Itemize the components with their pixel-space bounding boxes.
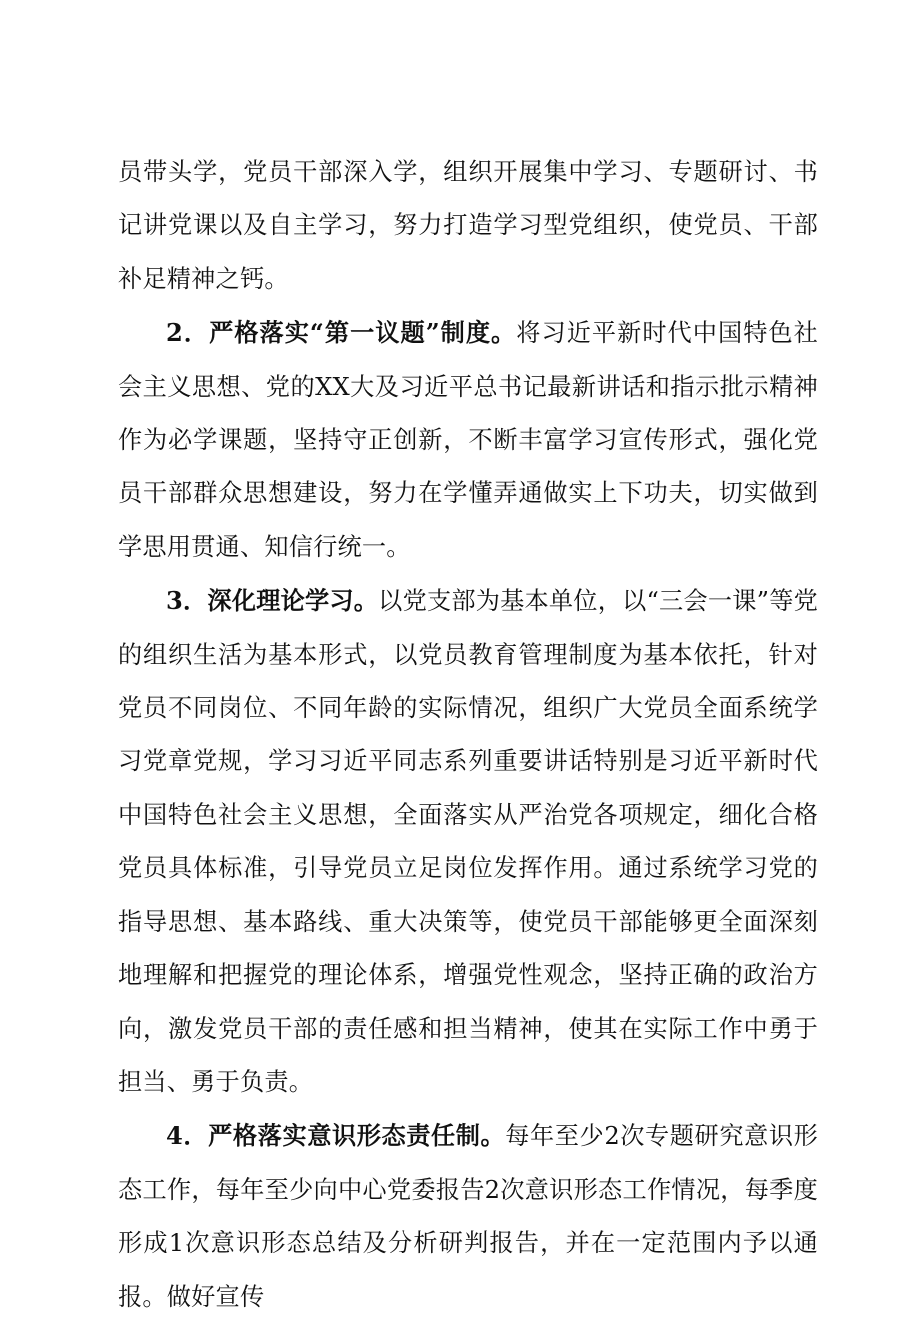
paragraph-3-heading: 3．深化理论学习。 [166,586,379,616]
paragraph-4-heading: 4．严格落实意识形态责任制。 [166,1121,506,1151]
paragraph-ideology-responsibility [118,1109,818,1324]
paragraph-2-body: 将习近平新时代中国特色社会主义思想、党的XX大及习近平总书记最新讲话和指示批示精神作为必学课题，坚持守正创新，不断丰富学习宣传形式，强化党员干部群众思想建设，努力在学懂弄通做实上下功夫，切实做到学思用贯通、知信行统一。 [118,319,819,561]
paragraph-theory-study [118,574,818,1109]
paragraph-continuation [118,146,818,306]
paragraph-3-body: 以党支部为基本单位，以“三会一课”等党的组织生活为基本形式，以党员教育管理制度为基本依托，针对党员不同岗位、不同年龄的实际情况，组织广大党员全面系统学习党章党规，学习习近平同志系列重要讲话特别是习近平新时代中国特色社会主义思想，全面落实从严治党各项规定，细化合格党员具体标准，引导党员立足岗位发挥作用。通过系统学习党的指导思想、基本路线、重大决策等，使党员干部能够更全面深刻地理解和把握党的理论体系，增强党性观念，坚持正确的政治方向，激发党员干部的责任感和担当精神，使其在实际工作中勇于担当、勇于负责。 [118,587,818,1096]
document-body [118,146,818,1324]
paragraph-1-body: 员带头学，党员干部深入学，组织开展集中学习、专题研讨、书记讲党课以及自主学习，努力打造学习型党组织，使党员、干部补足精神之钙。 [118,158,818,293]
paragraph-4-body: 每年至少2次专题研究意识形态工作，每年至少向中心党委报告2次意识形态工作情况，每季度形成1次意识形态总结及分析研判报告，并在一定范围内予以通报。做好宣传 [118,1122,818,1311]
paragraph-2-heading: 2．严格落实“第一议题”制度。 [166,318,517,348]
paragraph-first-topic [118,306,818,574]
